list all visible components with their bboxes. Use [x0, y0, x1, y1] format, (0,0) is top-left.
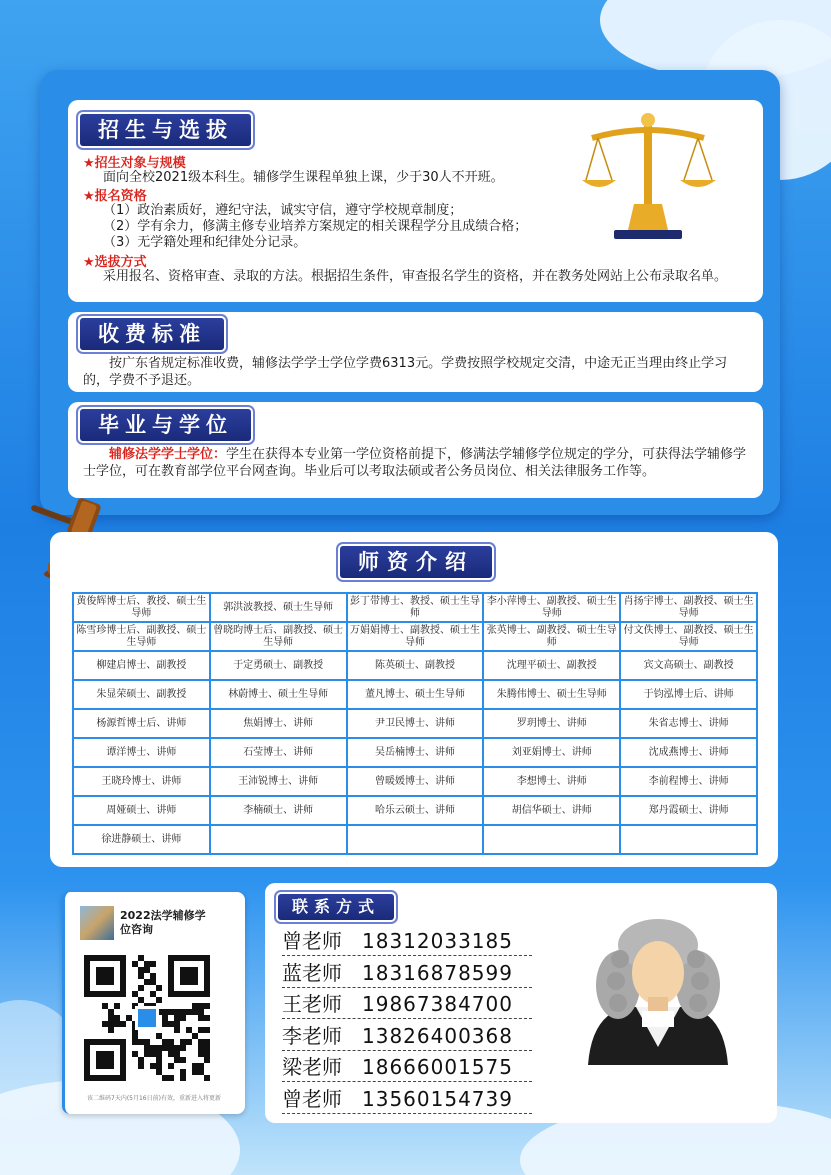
teacher-cell: 张英博士、副教授、硕士生导师 — [483, 622, 620, 651]
contact-phone[interactable]: 13826400368 — [362, 1023, 513, 1048]
contact-name: 李老师 — [282, 1023, 342, 1048]
contact-phone[interactable]: 18666001575 — [362, 1055, 513, 1079]
contact-name: 曾老师 — [282, 1086, 342, 1111]
graduation-lead: 辅修法学学士学位： — [109, 447, 227, 462]
teacher-cell: 哈乐云硕士、讲师 — [347, 796, 484, 825]
teacher-cell: 徐进静硕士、讲师 — [73, 825, 210, 854]
teacher-cell: 宾文高硕士、副教授 — [620, 651, 757, 680]
contact-phone[interactable]: 18316878599 — [362, 960, 513, 985]
graduation-text: 辅修法学学士学位：学生在获得本专业第一学位资格前提下，修满法学辅修学位规定的学分，可获得法学辅修学士学位，可在教育部学位平台网查询。毕业后可以考取法硕或者公务员岗位、相关法律服务工作等。 — [83, 447, 747, 479]
judge-avatar-icon — [578, 915, 738, 1065]
contact-row — [282, 926, 532, 956]
qualification-item-1: （1）政治素质好，遵纪守法，诚实守信，遵守学校规章制度； — [103, 203, 463, 218]
method-text: 采用报名、资格审查、录取的方法。根据招生条件，审查报名学生的资格，并在教务处网站上公布录取名单。 — [103, 269, 728, 284]
qr-note: 该二维码7天内(5月16日前)有效，重新进入将更新 — [87, 1095, 221, 1102]
contact-phone[interactable]: 13560154739 — [362, 1086, 513, 1111]
qualification-item-3: （3）无学籍处理和纪律处分记录。 — [103, 235, 307, 250]
teacher-cell: 董凡博士、硕士生导师 — [347, 680, 484, 709]
teacher-cell: 付文佚博士、副教授、硕士生导师 — [620, 622, 757, 651]
teacher-cell: 于钧泓博士后、讲师 — [620, 680, 757, 709]
target-text: 面向全校2021级本科生。辅修学生课程单独上课，少于30人不开班。 — [103, 170, 504, 185]
teacher-cell: 周娅硕士、讲师 — [73, 796, 210, 825]
teacher-cell: 郑丹霞硕士、讲师 — [620, 796, 757, 825]
teacher-cell: 沈理平硕士、副教授 — [483, 651, 620, 680]
teacher-cell: 尹卫民博士、讲师 — [347, 709, 484, 738]
admission-title: 招生与选拔 — [80, 114, 251, 146]
table-row — [73, 709, 757, 738]
teacher-cell: 彭丁带博士、教授、硕士生导师 — [347, 593, 484, 622]
teacher-cell: 刘亚娟博士、讲师 — [483, 738, 620, 767]
teacher-cell: 黄俊辉博士后、教授、硕士生导师 — [73, 593, 210, 622]
graduation-title: 毕业与学位 — [80, 409, 251, 441]
contact-row — [282, 1021, 532, 1051]
teacher-cell: 曾晓昀博士后、副教授、硕士生导师 — [210, 622, 347, 651]
table-row — [73, 593, 757, 622]
teacher-cell: 李楠硕士、讲师 — [210, 796, 347, 825]
teacher-cell: 朱显荣硕士、副教授 — [73, 680, 210, 709]
table-row — [73, 796, 757, 825]
qualification-item-2: （2）学有余力，修满主修专业培养方案规定的相关课程学分且成绩合格； — [103, 219, 528, 234]
fees-title: 收费标准 — [80, 318, 224, 350]
teacher-cell: 焦娟博士、讲师 — [210, 709, 347, 738]
teacher-cell: 朱腾伟博士、硕士生导师 — [483, 680, 620, 709]
contact-row — [282, 958, 532, 988]
teacher-cell: 陈雪珍博士后、副教授、硕士生导师 — [73, 622, 210, 651]
table-row — [73, 767, 757, 796]
fees-text: 按广东省规定标准收费，辅修法学学士学位学费6313元。学费按照学校规定交清，中途无正当理由终止学习的，学费不予退还。 — [83, 356, 728, 388]
teacher-cell — [347, 825, 484, 854]
contact-row — [282, 989, 532, 1019]
teachers-table — [72, 592, 758, 855]
contact-phone[interactable]: 18312033185 — [362, 929, 513, 953]
teacher-cell: 谭洋博士、讲师 — [73, 738, 210, 767]
teacher-cell — [210, 825, 347, 854]
teacher-cell: 林蔚博士、硕士生导师 — [210, 680, 347, 709]
teacher-cell: 曾暖媛博士、讲师 — [347, 767, 484, 796]
teacher-cell — [620, 825, 757, 854]
contact-name: 曾老师 — [282, 929, 342, 953]
table-row — [73, 738, 757, 767]
qualification-heading: ★报名资格 — [83, 189, 147, 204]
target-heading: ★招生对象与规模 — [83, 156, 186, 171]
contact-row — [282, 1084, 532, 1114]
qr-thumbnail — [80, 906, 114, 940]
teacher-cell: 李前程博士、讲师 — [620, 767, 757, 796]
contact-name: 梁老师 — [282, 1055, 342, 1079]
teacher-cell: 郭洪波教授、硕士生导师 — [210, 593, 347, 622]
teacher-cell: 吴岳楠博士、讲师 — [347, 738, 484, 767]
qr-code-icon[interactable] — [84, 955, 210, 1081]
teacher-cell: 王沛锐博士、讲师 — [210, 767, 347, 796]
teacher-cell: 沈成燕博士、讲师 — [620, 738, 757, 767]
teacher-cell: 万娟娟博士、副教授、硕士生导师 — [347, 622, 484, 651]
table-row — [73, 622, 757, 651]
teacher-cell: 朱省志博士、讲师 — [620, 709, 757, 738]
teacher-cell: 王晓玲博士、讲师 — [73, 767, 210, 796]
teacher-cell: 李小萍博士、副教授、硕士生导师 — [483, 593, 620, 622]
teacher-cell: 肖扬宇博士、副教授、硕士生导师 — [620, 593, 757, 622]
teacher-cell: 柳建启博士、副教授 — [73, 651, 210, 680]
teacher-cell — [483, 825, 620, 854]
teacher-cell: 陈英硕士、副教授 — [347, 651, 484, 680]
table-row — [73, 825, 757, 854]
teacher-cell: 于定勇硕士、副教授 — [210, 651, 347, 680]
table-row — [73, 651, 757, 680]
teacher-cell: 罗玥博士、讲师 — [483, 709, 620, 738]
teacher-cell: 李想博士、讲师 — [483, 767, 620, 796]
teacher-cell: 杨源哲博士后、讲师 — [73, 709, 210, 738]
contact-phone[interactable]: 19867384700 — [362, 992, 513, 1016]
teachers-title: 师资介绍 — [340, 546, 492, 578]
contact-row — [282, 1052, 532, 1082]
teacher-cell: 胡信华硕士、讲师 — [483, 796, 620, 825]
contact-name: 蓝老师 — [282, 960, 342, 985]
qr-title: 2022法学辅修学位咨询 — [120, 909, 206, 936]
table-row — [73, 680, 757, 709]
teacher-cell: 石莹博士、讲师 — [210, 738, 347, 767]
method-heading: ★选拔方式 — [83, 255, 147, 270]
balance-scale-icon — [578, 112, 718, 244]
contact-title: 联系方式 — [278, 894, 394, 920]
contact-name: 王老师 — [282, 992, 342, 1016]
